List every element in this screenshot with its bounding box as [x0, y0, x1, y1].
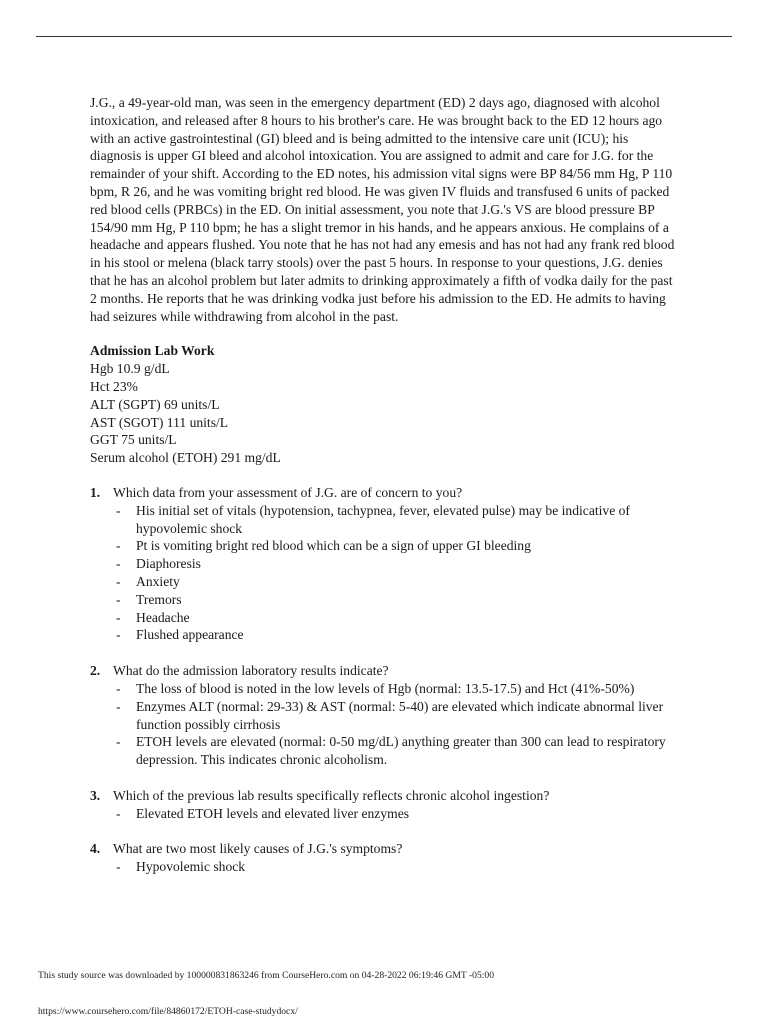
dash-bullet: -	[116, 502, 121, 518]
answer-item: - The loss of blood is noted in the low levels of Hgb (normal: 13.5-17.5) and Hct (41%-50%)	[116, 680, 635, 696]
question-text: Which data from your assessment of J.G. are of concern to you?	[113, 484, 463, 500]
lab-result-hgb: Hgb 10.9 g/dL	[90, 361, 170, 377]
answer-item: - ETOH levels are elevated (normal: 0-50 mg/dL) anything greater than 300 can lead to respiratory depression. This indicates chronic alcoholism.	[116, 734, 666, 768]
lab-result-hct: Hct 23%	[90, 378, 138, 394]
question-3	[90, 787, 680, 823]
answer-item: - Pt is vomiting bright red blood which can be a sign of upper GI bleeding	[116, 538, 531, 554]
case-study	[90, 94, 680, 325]
dash-bullet: -	[116, 698, 121, 714]
lab-result-ast: AST (SGOT) 111 units/L	[90, 414, 229, 430]
question-2	[90, 662, 680, 769]
answer-item: - His initial set of vitals (hypotension, tachypnea, fever, elevated pulse) may be indicative of hypovolemic shock	[116, 502, 630, 536]
question-text: Which of the previous lab results specifically reflects chronic alcohol ingestion?	[113, 787, 550, 803]
answer-item: - Hypovolemic shock	[116, 859, 246, 875]
question-list	[90, 484, 680, 876]
lab-result-alt: ALT (SGPT) 69 units/L	[90, 396, 220, 412]
question-4	[90, 840, 680, 876]
dash-bullet: -	[116, 591, 121, 607]
answer-item: - Anxiety	[116, 573, 180, 589]
dash-bullet: -	[116, 556, 121, 572]
lab-result-ggt: GGT 75 units/L	[90, 432, 177, 448]
lab-result-etoh: Serum alcohol (ETOH) 291 mg/dL	[90, 450, 281, 466]
answer-list	[113, 805, 680, 823]
answer-item: - Headache	[116, 609, 190, 625]
dash-bullet: -	[116, 859, 121, 875]
answer-item: - Tremors	[116, 591, 182, 607]
download-source-notice: This study source was downloaded by 100000831863246 from CourseHero.com on 04-28-2022 06:19:46 GMT -05:00	[38, 970, 495, 981]
answer-item: - Diaphoresis	[116, 556, 201, 572]
top-rule	[36, 36, 732, 37]
question-number: 4.	[90, 841, 101, 857]
answer-list	[113, 858, 680, 876]
source-url-link[interactable]: https://www.coursehero.com/file/84860172/ETOH-case-studydocx/	[38, 1006, 298, 1017]
answer-list	[113, 680, 680, 769]
dash-bullet: -	[116, 734, 121, 750]
dash-bullet: -	[116, 538, 121, 554]
dash-bullet: -	[116, 609, 121, 625]
lab-work-heading: Admission Lab Work	[90, 343, 215, 359]
question-number: 3.	[90, 787, 101, 803]
question-1	[90, 484, 680, 644]
answer-item: - Flushed appearance	[116, 627, 244, 643]
question-number: 2.	[90, 663, 101, 679]
question-text: What are two most likely causes of J.G.'s symptoms?	[113, 841, 403, 857]
dash-bullet: -	[116, 805, 121, 821]
document-body	[90, 94, 680, 894]
dash-bullet: -	[116, 627, 121, 643]
answer-item: - Elevated ETOH levels and elevated liver enzymes	[116, 805, 410, 821]
answer-list	[113, 502, 680, 644]
lab-results-list	[90, 360, 680, 467]
question-number: 1.	[90, 484, 101, 500]
dash-bullet: -	[116, 680, 121, 696]
question-text: What do the admission laboratory results indicate?	[113, 663, 389, 679]
dash-bullet: -	[116, 573, 121, 589]
case-paragraph: J.G., a 49-year-old man, was seen in the emergency department (ED) 2 days ago, diagnosed with alcohol intoxication, and released after 8 hours to his brother's care. He was brought back to the ED 12 hours ago with an active gastrointestinal (GI) bleed and is being admitted to the intensive care unit (ICU); his diagnosis is upper GI bleed and alcohol intoxication. You are assigned to admit and care for J.G. for the remainder of your shift. According to the ED notes, his admission vital signs were BP 84/56 mm Hg, P 110 bpm, R 26, and he was vomiting bright red blood. He was given IV fluids and transfused 6 units of packed red blood cells (PRBCs) in the ED. On initial assessment, you note that J.G.'s VS are blood pressure BP 154/90 mm Hg, P 110 bpm; he has a slight tremor in his hands, and he appears anxious. He complains of a headache and appears flushed. You note that he has not had any emesis and has not had any frank red blood in his stool or melena (black tarry stools) over the past 5 hours. In response to your questions, J.G. denies that he has an alcohol problem but later admits to drinking approximately a fifth of vodka daily for the past 2 months. He reports that he was drinking vodka just before his admission to the ED. He admits to having had seizures while withdrawing from alcohol in the past.	[90, 95, 675, 324]
answer-item: - Enzymes ALT (normal: 29-33) & AST (normal: 5-40) are elevated which indicate abnormal liver function possibly cirrhosis	[116, 698, 664, 732]
